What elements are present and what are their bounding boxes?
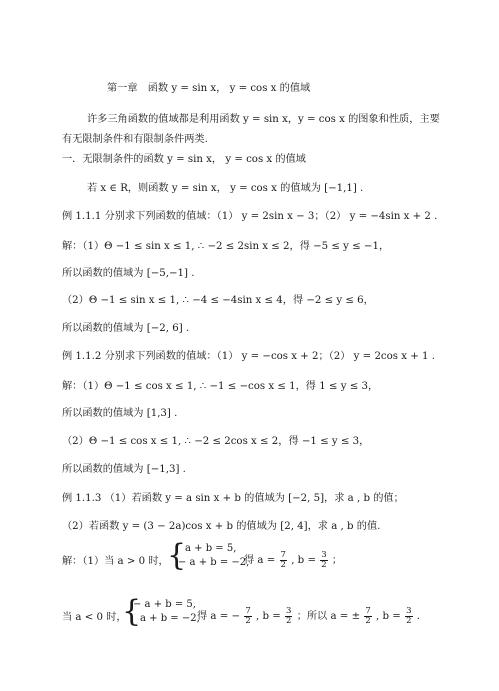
system-2-eq-1: − a + b = 5, [133, 599, 196, 610]
fraction-a [280, 551, 287, 570]
system-1-brace: { [167, 538, 187, 573]
system-2-conclusion-b-prefix: , b = [376, 611, 401, 622]
example-1-2-solution-2: （2）Θ −1 ≤ cos x ≤ 1, ∴ −2 ≤ 2cos x ≤ 2，得 −1 ≤ y ≤ 3， [62, 436, 370, 447]
example-1-1-result-2: 所以函数的值域为 [−2, 6] . [62, 323, 190, 334]
system-2-brace: { [122, 594, 142, 629]
system-2-result [197, 606, 420, 628]
example-1-2-result-2: 所以函数的值域为 [−1,3] . [62, 464, 186, 475]
system-1-eq-1: a + b = 5, [185, 543, 237, 554]
chapter-title: 第一章 函数 y = sin x， y = cos x 的值域 [107, 83, 311, 94]
fraction-denominator: 2 [280, 559, 286, 570]
system-1-eq-2: − a + b = −2, [178, 557, 250, 568]
system-2-eq-2: a + b = −2, [140, 613, 200, 624]
fraction-b [285, 607, 292, 626]
section-1-text: 若 x ∈ R，则函数 y = sin x， y = cos x 的值域为 [−1,1] . [87, 183, 364, 194]
fraction-b [320, 551, 327, 570]
system-1-result [244, 550, 342, 572]
fraction-denominator: 2 [286, 615, 292, 626]
example-1-3-statement: 例 1.1.3 （1）若函数 y = a sin x + b 的值域为 [−2, 5]，求 a , b 的值； [62, 493, 404, 504]
fraction-denominator: 2 [406, 615, 412, 626]
system-1-b-prefix: , b = [291, 555, 316, 566]
system-2-b-prefix: , b = [255, 611, 281, 622]
example-1-3-part-2: （2）若函数 y = (3 − 2a)cos x + b 的值域为 [2, 4]，求 a , b 的值. [62, 521, 381, 532]
section-heading-1: 一．无限制条件的函数 y = sin x， y = cos x 的值域 [62, 154, 306, 165]
system-2-end: . [416, 611, 420, 622]
fraction-numerator: 7 [280, 549, 286, 560]
example-1-2-statement: 例 1.1.2 分别求下列函数的值域：（1） y = −cos x + 2；（2） y = 2cos x + 1 . [62, 351, 435, 362]
intro-paragraph-line-2: 有无限制条件和有限制条件两类. [62, 134, 208, 145]
fraction-numerator: 3 [286, 605, 292, 616]
example-1-3-solution-case-negative: 当 a < 0 时， [62, 612, 127, 623]
intro-paragraph-line-1: 许多三角函数的值域都是利用函数 y = sin x，y = cos x 的图象和性质，主要 [87, 114, 440, 125]
example-1-1-statement: 例 1.1.1 分别求下列函数的值域：（1） y = 2sin x − 3；（2） y = −4sin x + 2 . [62, 211, 438, 222]
example-1-1-solution-1: 解：（1）Θ −1 ≤ sin x ≤ 1, ∴ −2 ≤ 2sin x ≤ 2，得 −5 ≤ y ≤ −1， [62, 241, 390, 252]
system-1-end: ； [331, 555, 343, 566]
example-1-2-solution-1: 解：（1）Θ −1 ≤ cos x ≤ 1, ∴ −1 ≤ −cos x ≤ 1，得 1 ≤ y ≤ 3， [62, 381, 379, 392]
fraction-numerator: 7 [245, 605, 251, 616]
fraction-a-conclusion [364, 607, 371, 626]
fraction-b-conclusion [405, 607, 412, 626]
example-1-3-solution-case-positive: 解：（1）当 a > 0 时， [62, 556, 169, 567]
fraction-denominator: 2 [245, 615, 251, 626]
system-2-equations [133, 598, 200, 626]
example-1-2-result-1: 所以函数的值域为 [1,3] . [62, 408, 178, 419]
system-1-result-prefix: 得 a = [244, 555, 276, 566]
fraction-numerator: 3 [321, 549, 327, 560]
system-2-result-prefix: 得 a = − [197, 611, 241, 622]
system-2-conclusion-prefix: ；所以 a = ± [296, 611, 361, 622]
fraction-a [244, 607, 251, 626]
system-1-equations [178, 542, 249, 570]
example-1-1-result-1: 所以函数的值域为 [−5,−1] . [62, 268, 195, 279]
fraction-numerator: 7 [365, 605, 371, 616]
fraction-denominator: 2 [321, 559, 327, 570]
example-1-1-solution-2: （2）Θ −1 ≤ sin x ≤ 1, ∴ −4 ≤ −4sin x ≤ 4，得 −2 ≤ y ≤ 6， [62, 295, 374, 306]
fraction-numerator: 3 [406, 605, 412, 616]
fraction-denominator: 2 [365, 615, 371, 626]
